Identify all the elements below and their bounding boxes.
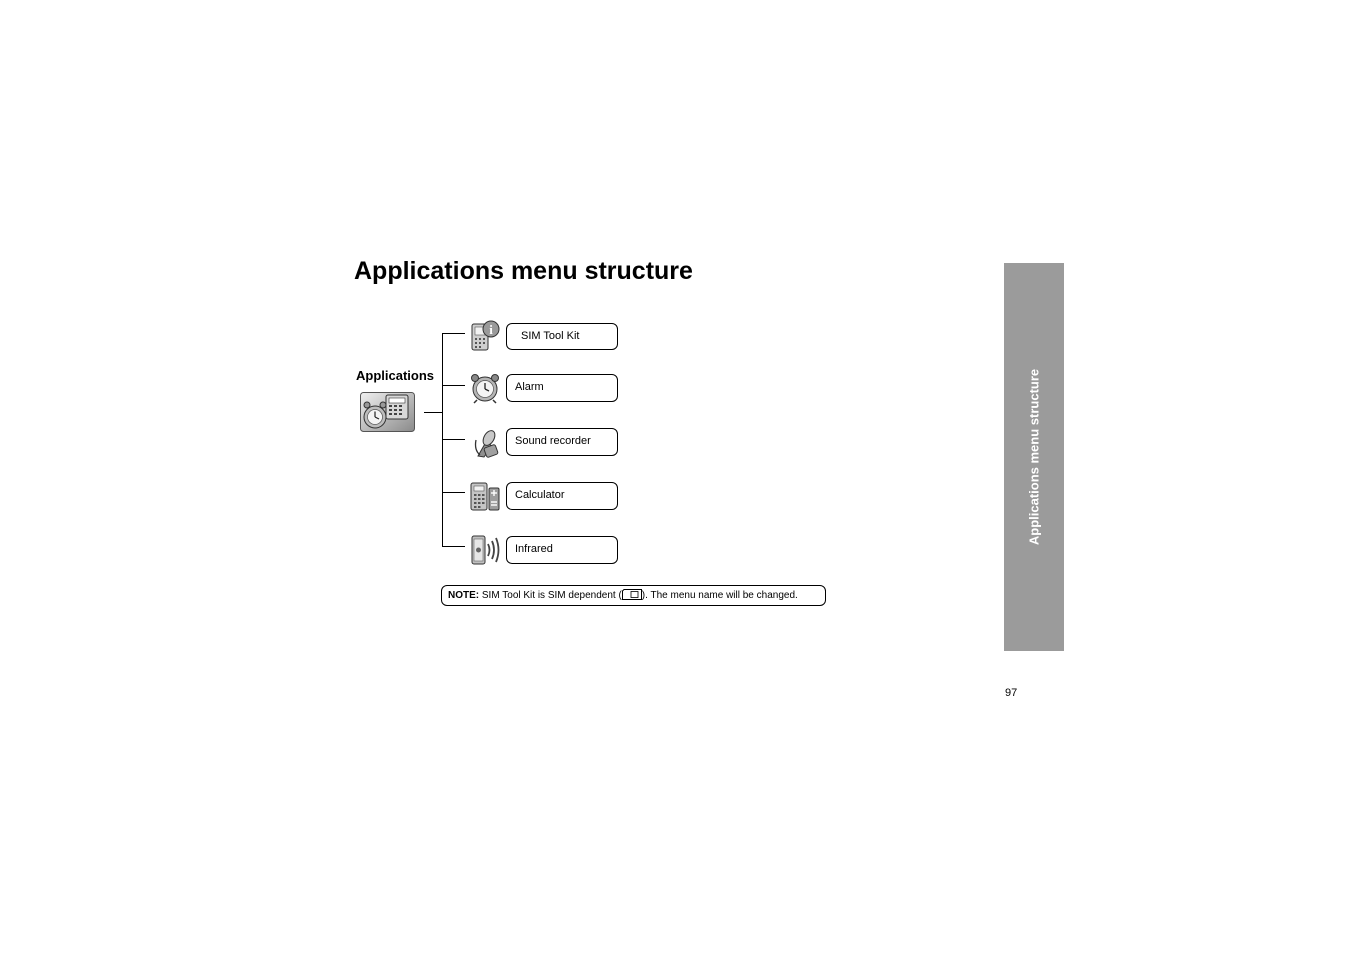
applications-icon	[360, 392, 415, 432]
sim-card-icon	[622, 589, 642, 600]
side-tab-label: Applications menu structure	[1026, 368, 1042, 546]
page-title: Applications menu structure	[354, 257, 693, 285]
menu-item-sound-recorder: Sound recorder	[506, 428, 618, 456]
menu-item-alarm: Alarm	[506, 374, 618, 402]
sim-info-icon	[469, 320, 501, 352]
svg-text:i: i	[489, 322, 493, 337]
menu-item-infrared: Infrared	[506, 536, 618, 564]
page-number: 97	[1005, 687, 1018, 699]
note-prefix: NOTE:	[448, 590, 480, 601]
menu-item-sim-tool-kit: SIM Tool Kit	[506, 323, 618, 350]
applications-label: Applications	[356, 368, 435, 383]
side-tab	[1004, 263, 1064, 651]
calculator-icon	[469, 480, 501, 512]
menu-item-calculator: Calculator	[506, 482, 618, 510]
note-text-after: ). The menu name will be changed.	[641, 590, 798, 601]
microphone-icon	[470, 426, 502, 458]
note-box	[441, 585, 826, 606]
alarm-clock-icon	[469, 372, 501, 404]
note-text-before: SIM Tool Kit is SIM dependent (	[479, 590, 622, 601]
infrared-icon	[469, 534, 501, 566]
